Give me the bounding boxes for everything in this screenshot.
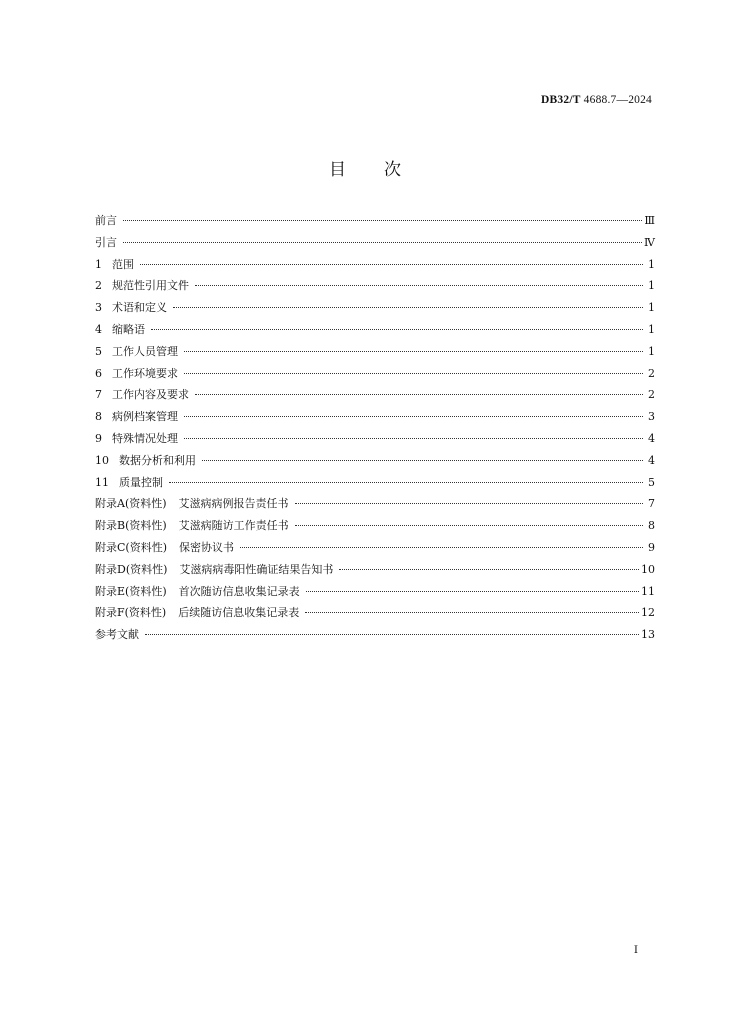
toc-entry-number: 6 [95,366,102,380]
toc-entry-text: 工作人员管理 [112,344,178,358]
toc-leader-dots [295,503,643,504]
toc-entry-page: 1 [648,344,655,358]
toc-title [0,155,730,180]
page-number: I [633,944,638,956]
toc-entry-label [95,474,167,490]
toc-leader-dots [240,547,643,548]
toc-entry-page: 1 [648,279,655,293]
toc-entry-label [95,321,149,337]
toc-leader-dots [184,416,643,417]
toc-entry-text: 前言 [95,214,117,227]
toc-entry-page: 1 [648,322,655,336]
toc-entry-number: 附录B(资料性) [95,519,167,533]
document-code-number: 4688.7—2024 [583,94,652,106]
toc-entry-label [95,583,304,599]
toc-entry-text: 数据分析和利用 [119,453,196,467]
toc-entry-page: 1 [648,301,655,315]
toc-entry-page: 2 [648,366,655,380]
toc-leader-dots [184,438,643,439]
toc-entry-label [95,495,293,511]
toc-leader-dots [195,394,643,395]
toc-entry[interactable] [95,430,655,452]
document-code [541,94,652,106]
toc-entry-text: 艾滋病病毒阳性确证结果告知书 [179,562,334,576]
toc-entry-text: 病例档案管理 [112,410,178,424]
toc-entry-number: 3 [95,301,102,315]
toc-entry[interactable] [95,256,655,278]
toc-entry-number: 5 [95,344,102,358]
toc-leader-dots [123,220,642,221]
toc-entry-page: 3 [648,410,655,424]
toc-entry[interactable] [95,583,655,605]
toc-entry[interactable] [95,365,655,387]
toc-leader-dots [339,569,639,570]
toc-leader-dots [195,285,643,286]
toc-entry-number: 附录E(资料性) [95,584,167,598]
toc-entry-number: 附录D(资料性) [95,562,168,576]
toc-leader-dots [202,460,643,461]
toc-entry-page: 12 [641,606,655,620]
toc-entry-page: 4 [648,431,655,445]
toc-leader-dots [173,307,643,308]
toc-entry-number: 附录F(资料性) [95,606,167,620]
toc-entry-text: 引言 [95,235,117,249]
toc-leader-dots [145,634,639,635]
toc-leader-dots [184,373,643,374]
toc-entry[interactable] [95,408,655,430]
toc-entry-text: 特殊情况处理 [112,431,178,445]
toc-entry-text: 术语和定义 [112,301,167,315]
toc-entry[interactable] [95,626,655,648]
toc-entry-text: 工作环境要求 [112,366,178,380]
toc-entry-label [95,561,337,577]
toc-entry-label [95,452,200,468]
toc-entry[interactable] [95,321,655,343]
table-of-contents [95,212,655,648]
toc-entry-number: 8 [95,410,102,424]
toc-entry-text: 参考文献 [95,628,139,642]
toc-leader-dots [306,591,639,592]
toc-entry-label [95,365,182,381]
toc-entry-number: 1 [95,257,102,271]
toc-entry-label [95,234,121,250]
toc-entry[interactable] [95,386,655,408]
toc-leader-dots [305,612,639,613]
toc-entry[interactable] [95,212,655,234]
toc-entry-text: 后续随访信息收集记录表 [178,606,300,620]
toc-entry[interactable] [95,343,655,365]
toc-leader-dots [295,525,643,526]
toc-entry-page: 2 [648,388,655,402]
toc-entry-label [95,386,193,402]
toc-entry-page: 8 [648,519,655,533]
toc-entry-page: 11 [641,584,655,598]
toc-entry[interactable] [95,517,655,539]
toc-entry-number: 4 [95,322,102,336]
toc-entry-page: Ⅳ [644,235,655,249]
toc-entry-text: 艾滋病随访工作责任书 [178,519,289,533]
toc-entry-page: 7 [648,497,655,511]
toc-entry-text: 缩略语 [112,322,145,336]
toc-entry-text: 首次随访信息收集记录表 [178,584,300,598]
toc-entry-label [95,626,143,642]
toc-entry-number: 附录C(资料性) [95,540,167,554]
toc-entry-label [95,430,182,446]
toc-entry-label [95,604,303,620]
toc-entry-page: Ⅲ [644,214,655,227]
toc-leader-dots [184,351,643,352]
toc-entry[interactable] [95,604,655,626]
toc-entry-label [95,539,238,555]
toc-entry[interactable] [95,539,655,561]
toc-entry-page: 10 [641,562,655,576]
toc-entry-page: 4 [648,453,655,467]
toc-leader-dots [140,264,643,265]
toc-entry-number: 7 [95,388,102,402]
toc-entry[interactable] [95,561,655,583]
toc-entry-label [95,299,171,315]
toc-entry-number: 9 [95,431,102,445]
toc-entry-label [95,256,138,272]
toc-entry-label [95,343,182,359]
toc-entry-text: 艾滋病病例报告责任书 [178,497,289,511]
toc-entry-label [95,277,193,293]
toc-entry[interactable] [95,495,655,517]
toc-title-char-1: 目 [329,160,346,180]
toc-entry-label [95,408,182,424]
toc-entry-page: 1 [648,257,655,271]
toc-entry-page: 13 [641,628,655,642]
toc-entry-text: 规范性引用文件 [112,279,189,293]
toc-entry-text: 工作内容及要求 [112,388,189,402]
toc-entry[interactable] [95,452,655,474]
toc-leader-dots [169,482,643,483]
toc-entry-page: 9 [648,540,655,554]
document-code-prefix: DB32/T [541,94,581,106]
toc-entry-number: 11 [95,475,109,489]
toc-entry[interactable] [95,277,655,299]
toc-entry-number: 10 [95,453,109,467]
toc-entry[interactable] [95,474,655,496]
toc-entry-number: 附录A(资料性) [95,497,167,511]
toc-entry-page: 5 [648,475,655,489]
toc-entry-label [95,517,293,533]
toc-title-char-2: 次 [384,160,401,180]
toc-entry[interactable] [95,299,655,321]
toc-entry-text: 范围 [112,257,134,271]
toc-entry-text: 质量控制 [119,475,163,489]
toc-entry[interactable] [95,234,655,256]
toc-entry-text: 保密协议书 [179,540,234,554]
toc-leader-dots [151,329,643,330]
toc-entry-number: 2 [95,279,102,293]
toc-entry-label [95,212,121,228]
toc-leader-dots [123,242,642,243]
